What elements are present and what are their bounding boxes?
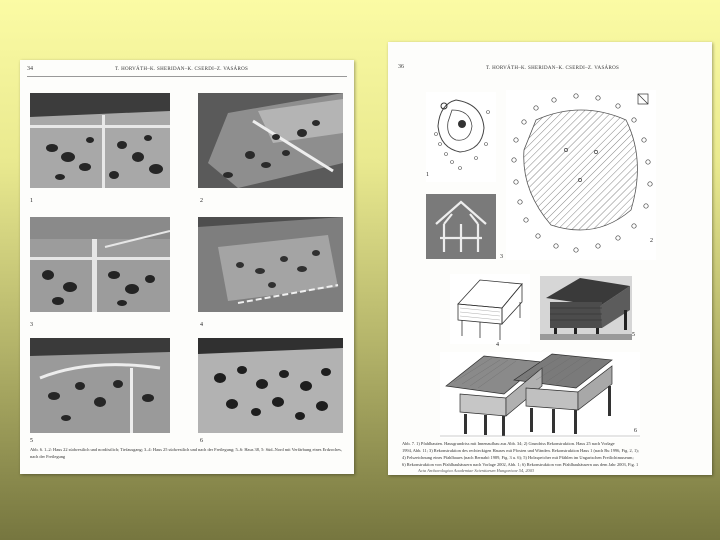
- figure-label: 6: [634, 428, 637, 434]
- figure-label: 5: [632, 332, 635, 338]
- photo-label: 2: [200, 198, 203, 204]
- figure-caption: Abb. 6. 1–2: Haus 22 südwestlich und nordöstlich; Tiefausgang; 3–4: Haus 25 südwestlich und nach der Freilegung; 5–6: Haus 38, 5: Süd–Nord mit Verfärbung eines Erdzoches, nach der Freilegung: [30, 447, 342, 459]
- right-document-page: [388, 42, 712, 475]
- caption-line: 1994, Abb. 11; 3) Rekonstruktion des rechteckigen Hauses mit Pfosten und Wänden. Rekonstruktion Haus 1 (nach Bu 1996, Fig. 2, 1);: [402, 448, 639, 453]
- house-plan-drawing: [506, 90, 656, 260]
- figure-label: 3: [500, 254, 503, 260]
- site-plan-drawing: [426, 92, 496, 182]
- granary-photo: [540, 276, 632, 340]
- reconstruction-drawing: [440, 352, 640, 438]
- caption-line: Abb. 7. 1) Pfahlbauten. Hausgrundriss mit Innenaufbau aus Abb. 34; 2) Grundriss Rekonstruktion. Haus 25 nach Vorlage: [402, 441, 615, 446]
- photo-label: 5: [30, 438, 33, 444]
- page-number: 36: [398, 64, 404, 70]
- excavation-photo-3: [30, 217, 170, 312]
- photo-label: 1: [30, 198, 33, 204]
- excavation-photo-6: [198, 338, 343, 433]
- stilt-house-drawing: [450, 274, 530, 344]
- excavation-photo-4: [198, 217, 343, 312]
- photo-label: 6: [200, 438, 203, 444]
- caption-line: 4) Felszeichnung eines Pfahlbaues (nach Bernabò 1989, Fig. 3 u. 6); 5) Holzspeicher mit Pfählen im Ungarischen Freilichtmuseum;: [402, 455, 634, 460]
- page-number: 34: [27, 66, 33, 72]
- left-document-page: [20, 60, 354, 474]
- figure-label: 1: [426, 172, 429, 178]
- running-header: T. HORVÁTH–K. SHERIDAN–K. CSERDI–Z. VASÁROS: [486, 66, 620, 71]
- photo-label: 4: [200, 322, 203, 328]
- figure-caption: [402, 440, 702, 468]
- excavation-photo-1: [30, 93, 170, 188]
- caption-line: 6) Rekonstruktion von Pfahlbauhäusern nach Vorlage 2002, Abb. 1; 6) Rekonstruktion von Pfahlbauhäusern aus dem Jahr 2003, Fig. 1: [402, 462, 639, 467]
- figure-label: 4: [496, 342, 499, 348]
- rock-art-image: [426, 194, 496, 259]
- journal-footer: Acta Archaeologica Academiae Scientiarum Hungaricae 54, 2003: [418, 468, 535, 473]
- figure-label: 2: [650, 238, 653, 244]
- excavation-photo-2: [198, 93, 343, 188]
- header-rule: [27, 76, 347, 77]
- photo-label: 3: [30, 322, 33, 328]
- running-header: T. HORVÁTH–K. SHERIDAN–K. CSERDI–Z. VASÁROS: [115, 67, 249, 72]
- excavation-photo-5: [30, 338, 170, 433]
